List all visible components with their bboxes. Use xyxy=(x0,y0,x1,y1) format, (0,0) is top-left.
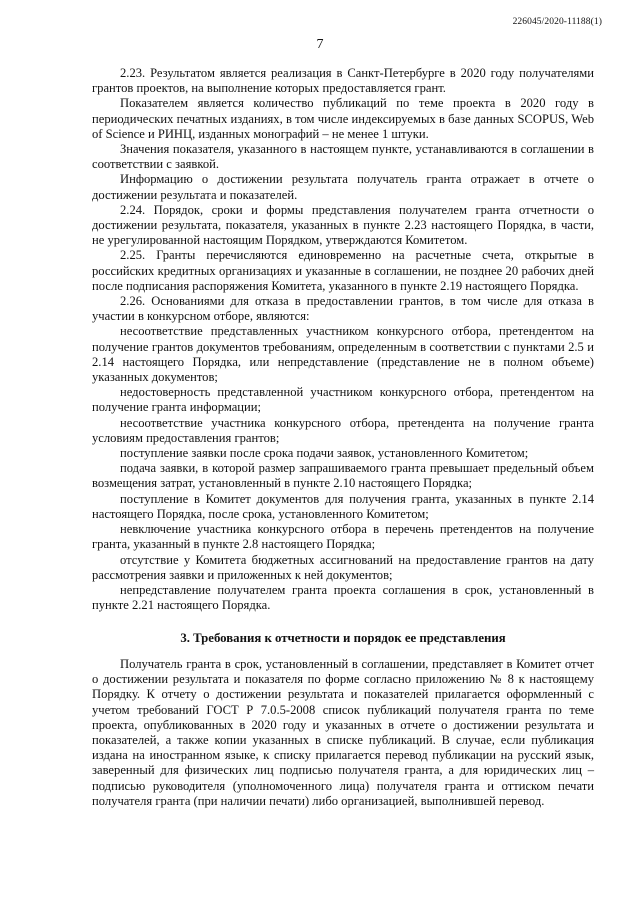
paragraph-2-25: 2.25. Гранты перечисляются единовременно на расчетные счета, открытые в российских кредитных организациях и указанные в соглашении, не позднее 20 рабочих дней после подписания распоряжения Комитета, указанного в пункте 2.19 настоящего Порядка. xyxy=(92,248,594,293)
paragraph-2-24: 2.24. Порядок, сроки и формы представления получателем гранта отчетности о достижении результата, показателя, указанных в пункте 2.23 настоящего Порядка, в части, не урегулированной настоящим Порядком, утверждаются Комитетом. xyxy=(92,202,594,248)
paragraph-indicator: Показателем является количество публикаций по теме проекта в 2020 году в периодических печатных изданиях, в том числе индексируемых в базе данных SCOPUS, Web of Science и РИНЦ, изданных монографий – не менее 1 штуки. xyxy=(92,96,594,141)
section-2-continuation xyxy=(92,66,594,613)
section-3-body xyxy=(92,657,594,809)
refusal-ground-8: отсутствие у Комитета бюджетных ассигнований на предоставление грантов на дату рассмотрения заявки и приложенных к ней документов; xyxy=(92,552,594,582)
section-3-title: 3. Требования к отчетности и порядок ее представления xyxy=(180,631,506,645)
paragraph-2-26: 2.26. Основаниями для отказа в предоставлении грантов, в том числе для отказа в участии в конкурсном отборе, являются: xyxy=(92,294,594,324)
refusal-ground-2: недостоверность представленной участником конкурсного отбора, претендентом на получение гранта информации; xyxy=(92,385,594,415)
document-number: 226045/2020-11188(1) xyxy=(512,17,602,27)
refusal-ground-3: несоответствие участника конкурсного отбора, претендента на получение гранта условиям предоставления грантов; xyxy=(92,415,594,445)
paragraph-report-info: Информацию о достижении результата получатель гранта отражает в отчете о достижении результата и показателей. xyxy=(92,172,594,202)
refusal-ground-1: несоответствие представленных участником конкурсного отбора, претендентом на получение грантов документов требованиям, определенным в соответствии с пунктами 2.5 и 2.14 настоящего Порядка, или непредставление (представление не в полном объеме) указанных документов; xyxy=(92,324,594,385)
paragraph-2-23: 2.23. Результатом является реализация в Санкт-Петербурге в 2020 году получателями грантов проектов, на выполнение которых предоставляется грант. xyxy=(92,66,594,96)
paragraph-indicator-values: Значения показателя, указанного в настоящем пункте, устанавливаются в соглашении в соответствии с заявкой. xyxy=(92,142,594,172)
section-3-paragraph: Получатель гранта в срок, установленный в соглашении, представляет в Комитет отчет о достижении результата и показателя по форме согласно приложению № 8 к настоящему Порядку. К отчету о достижении результата и показателей прилагается оформленный с учетом требований ГОСТ Р 7.0.5-2008 список публикаций получателя гранта по теме проекта, опубликованных в 2020 году и указанных в отчете о достижении результата и показателей, а также копии указанных в списке публикаций. В случае, если публикация издана на иностранном языке, к списку прилагается перевод публикации на русский язык, заверенный для физических лиц подписью получателя гранта, а для юридических лиц – подписью руководителя (уполномоченного лица) получателя гранта и оттиском печати получателя гранта (при наличии печати) либо организацией, выполнившей перевод. xyxy=(92,657,594,808)
refusal-ground-4: поступление заявки после срока подачи заявок, установленного Комитетом; xyxy=(120,446,529,461)
refusal-ground-7: невключение участника конкурсного отбора в перечень претендентов на получение гранта, указанный в пункте 2.8 настоящего Порядка; xyxy=(92,522,594,552)
page-number: 7 xyxy=(316,37,324,52)
refusal-ground-9: непредставление получателем гранта проекта соглашения в срок, установленный в пункте 2.21 настоящего Порядка. xyxy=(92,582,594,613)
refusal-ground-6: поступление в Комитет документов для получения гранта, указанных в пункте 2.14 настоящего Порядка, после срока, установленного Комитетом; xyxy=(92,491,594,521)
refusal-ground-5: подача заявки, в которой размер запрашиваемого гранта превышает предельный объем возмещения затрат, установленный в пункте 2.10 настоящего Порядка; xyxy=(92,461,594,491)
